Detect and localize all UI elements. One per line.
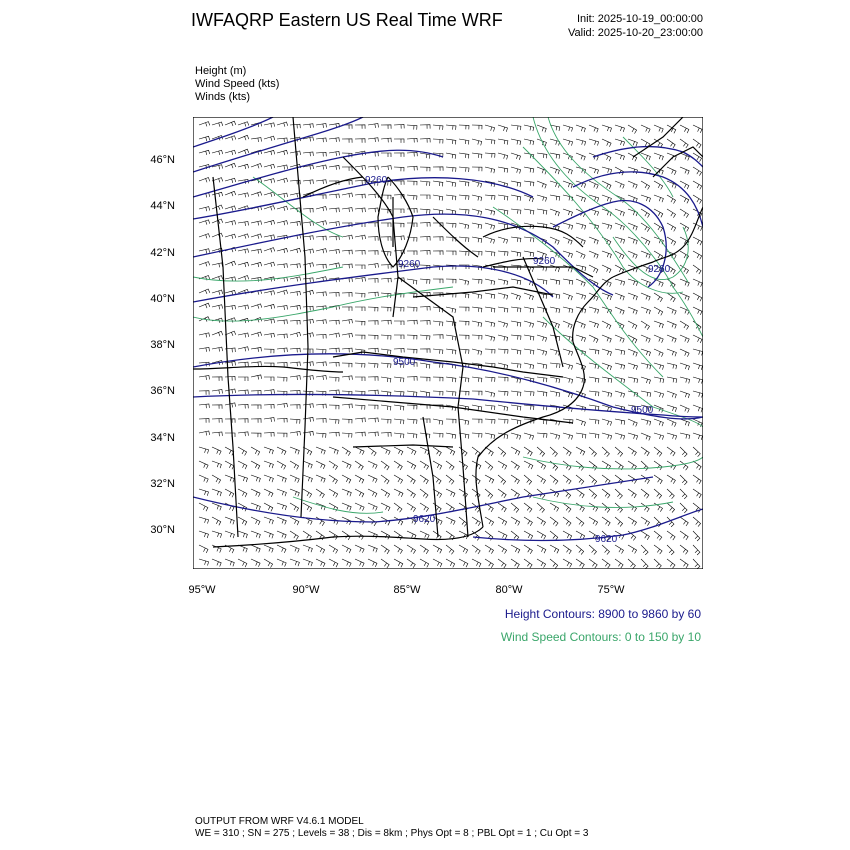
map-canvas (193, 117, 703, 569)
init-time: Init: 2025-10-19_00:00:00 (577, 13, 703, 25)
lon-label: 85°W (393, 584, 421, 596)
contour-label: 9260 (365, 175, 388, 186)
lat-label: 40°N (150, 293, 175, 305)
lat-label: 44°N (150, 200, 175, 212)
lat-label: 46°N (150, 154, 175, 166)
valid-time: Valid: 2025-10-20_23:00:00 (568, 27, 703, 39)
lon-label: 80°W (495, 584, 523, 596)
lat-label: 34°N (150, 432, 175, 444)
lat-label: 38°N (150, 339, 175, 351)
contour-label: 9260 (398, 259, 421, 270)
lat-label: 30°N (150, 524, 175, 536)
lat-label: 32°N (150, 478, 175, 490)
contour-label: 9260 (648, 264, 671, 275)
field-winds-label: Winds (kts) (195, 91, 250, 103)
height-contour-info: Height Contours: 8900 to 9860 by 60 (504, 607, 701, 621)
wind-contour-info: Wind Speed Contours: 0 to 150 by 10 (500, 630, 701, 644)
model-info-line2: WE = 310 ; SN = 275 ; Levels = 38 ; Dis = 8km ; Phys Opt = 8 ; PBL Opt = 1 ; Cu Opt = 3 (195, 828, 589, 839)
model-info-line1: OUTPUT FROM WRF V4.6.1 MODEL (195, 816, 364, 827)
lon-label: 95°W (188, 584, 216, 596)
lat-label: 36°N (150, 385, 175, 397)
field-windspeed-label: Wind Speed (kts) (195, 78, 280, 90)
lon-label: 75°W (597, 584, 625, 596)
field-height-label: Height (m) (195, 65, 247, 77)
contour-label: 9500 (393, 357, 416, 368)
contour-label: 9260 (533, 256, 556, 267)
contour-label: 9500 (631, 405, 654, 416)
lon-label: 90°W (292, 584, 320, 596)
lat-label: 42°N (150, 247, 175, 259)
contour-label: 9620 (595, 534, 618, 545)
plot-title: IWFAQRP Eastern US Real Time WRF (191, 10, 503, 30)
contour-label: 9620 (413, 514, 436, 525)
weather-map (193, 117, 703, 569)
